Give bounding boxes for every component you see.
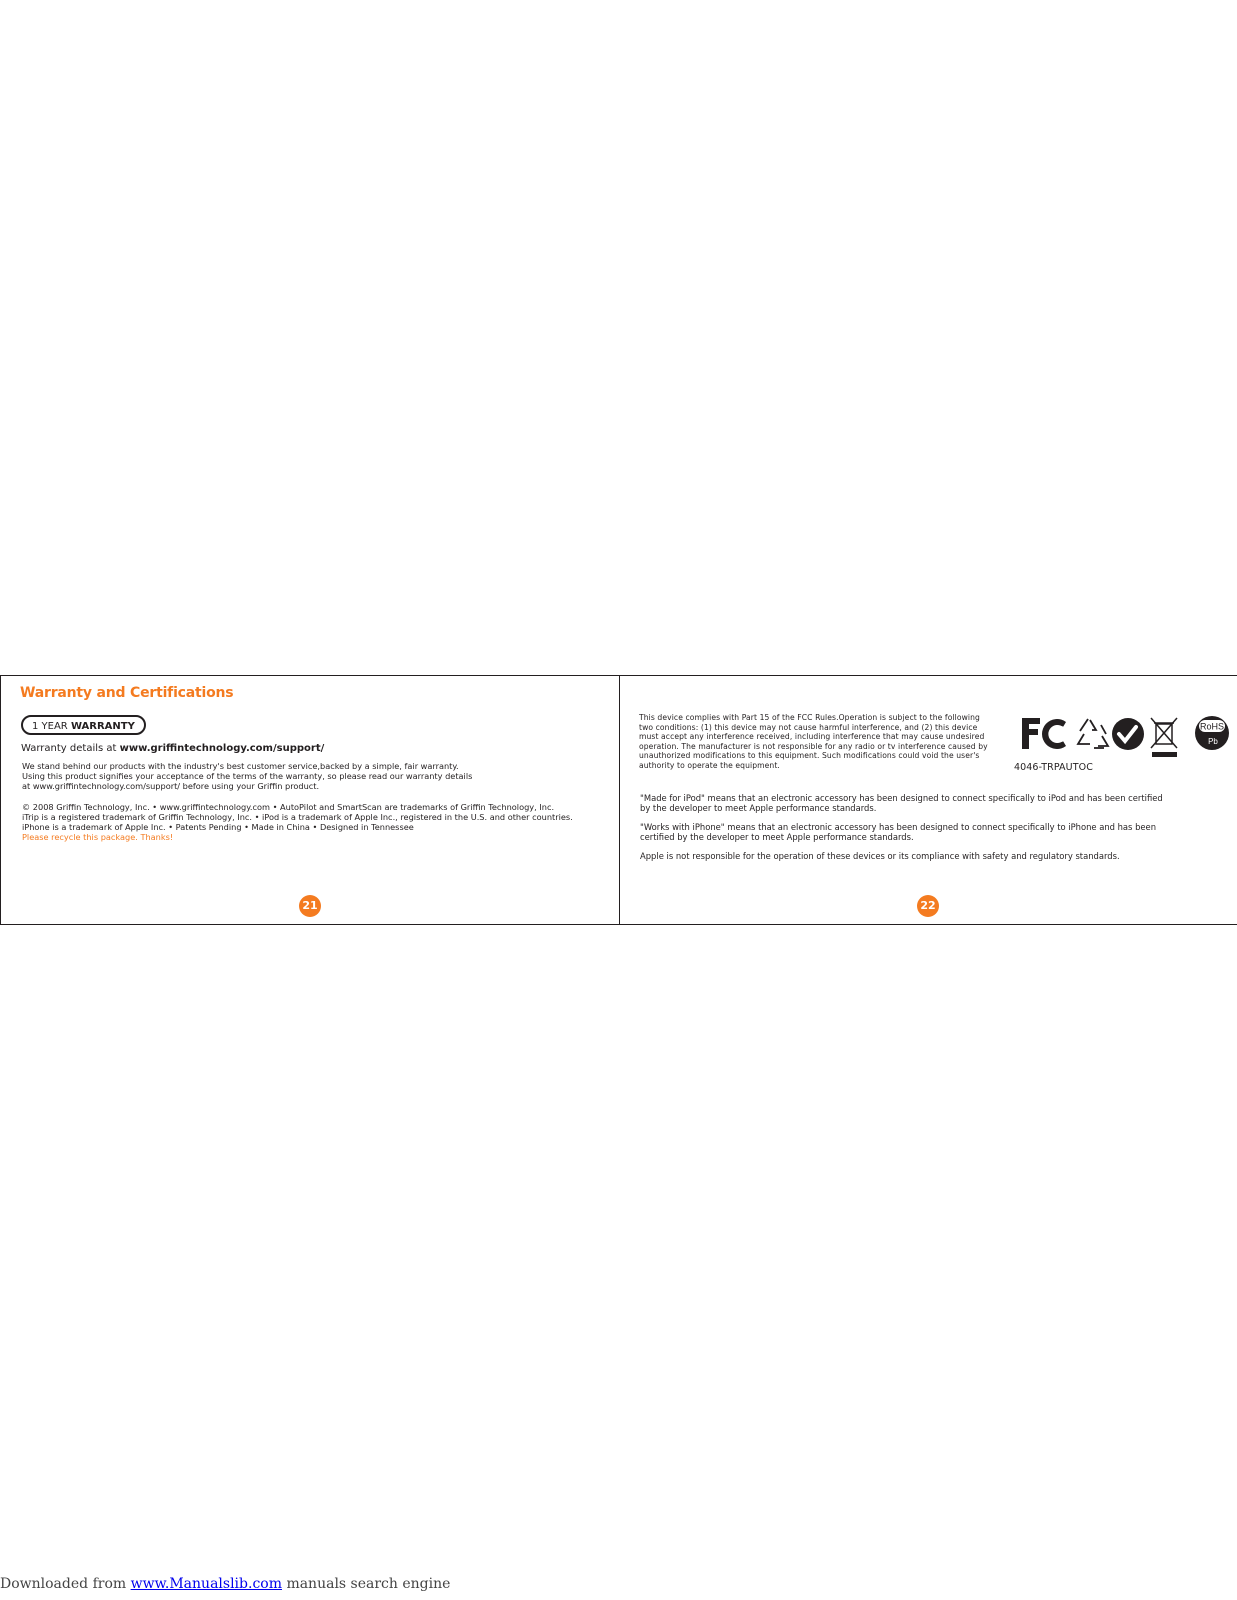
- weee-bin-icon: [1151, 718, 1177, 757]
- warranty-details: [21, 743, 324, 754]
- text-line: unauthorized modifications to this equipment. Such modifications could void the user's: [639, 751, 980, 761]
- footer-suffix: manuals search engine: [286, 1576, 451, 1592]
- recycle-icon: [1078, 719, 1108, 748]
- fcc-statement: [639, 713, 1001, 771]
- rohs-icon: [1195, 716, 1229, 750]
- text-line: at www.griffintechnology.com/support/ before using your Griffin product.: [22, 781, 320, 791]
- text-line: must accept any interference received, including interference that may cause undesired: [639, 732, 985, 742]
- page-number: 21: [299, 895, 321, 917]
- warranty-details-prefix: Warranty details at: [21, 743, 117, 754]
- ipod-statement: [640, 793, 1163, 813]
- text-line: Using this product signifies your acceptance of the terms of the warranty, so please read our warranty details: [22, 771, 473, 781]
- certification-icons: [1014, 714, 1237, 776]
- text-line: operation. The manufacturer is not responsible for any radio or tv interference caused by: [639, 741, 988, 751]
- fcc-logo-icon: [1022, 718, 1066, 749]
- warranty-paragraph: [22, 761, 472, 791]
- model-number: 4046-TRPAUTOC: [1014, 762, 1093, 773]
- page-21: [0, 676, 620, 924]
- warranty-badge-prefix: 1 YEAR: [32, 721, 68, 732]
- page-number: 22: [917, 895, 939, 917]
- rohs-bottom-label: Pb: [1208, 737, 1218, 746]
- text-line: by the developer to meet Apple performance standards.: [640, 803, 877, 813]
- apple-statement: Apple is not responsible for the operation of these devices or its compliance with safety and regulatory standards.: [640, 851, 1120, 861]
- text-line: iPhone is a trademark of Apple Inc. • Patents Pending • Made in China • Designed in Tennessee: [22, 822, 414, 832]
- text-line: This device complies with Part 15 of the FCC Rules.Operation is subject to the following: [639, 713, 980, 722]
- manual-spread: [0, 675, 1237, 925]
- certification-icons-svg: [1014, 714, 1237, 764]
- text-line: "Made for iPod" means that an electronic accessory has been designed to connect specifically to iPod and has been certified: [640, 793, 1163, 803]
- page-22: [620, 676, 1237, 924]
- c-tick-icon: [1112, 718, 1144, 750]
- download-footer: [0, 1576, 450, 1592]
- text-line: We stand behind our products with the industry's best customer service,backed by a simple, fair warranty.: [22, 761, 459, 771]
- text-line: © 2008 Griffin Technology, Inc. • www.griffintechnology.com • AutoPilot and SmartScan are trademarks of Griffin Technology, Inc.: [22, 802, 555, 812]
- rohs-top-label: RoHS: [1199, 721, 1225, 732]
- warranty-badge: [21, 715, 146, 735]
- text-line: iTrip is a registered trademark of Griffin Technology, Inc. • iPod is a trademark of Apple Inc., registered in the U.S. and other countries.: [22, 812, 573, 822]
- text-line: two conditions: (1) this device may not cause harmful interference, and (2) this device: [639, 722, 978, 732]
- footer-prefix: Downloaded from: [0, 1576, 127, 1592]
- text-line: authority to operate the equipment.: [639, 760, 780, 770]
- warranty-badge-bold: WARRANTY: [70, 721, 135, 732]
- iphone-statement: [640, 822, 1156, 842]
- manualslib-link[interactable]: www.Manualslib.com: [130, 1576, 282, 1592]
- section-title: Warranty and Certifications: [20, 685, 234, 701]
- text-line: certified by the developer to meet Apple performance standards.: [640, 832, 914, 842]
- text-line: "Works with iPhone" means that an electronic accessory has been designed to connect specifically to iPhone and has been: [640, 822, 1157, 832]
- recycle-note: Please recycle this package. Thanks!: [22, 832, 174, 842]
- warranty-details-url[interactable]: www.griffintechnology.com/support/: [119, 743, 325, 754]
- trademark-paragraph: [22, 802, 573, 842]
